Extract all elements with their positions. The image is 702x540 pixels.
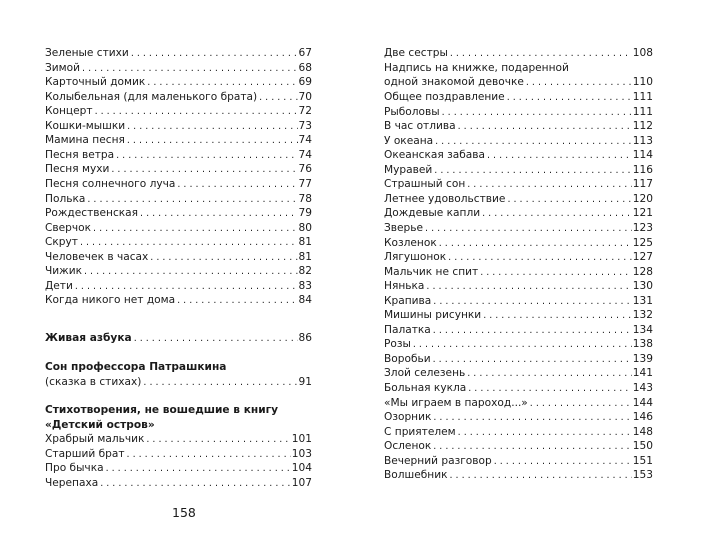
dot-leader (433, 440, 632, 454)
toc-entry (45, 177, 312, 192)
toc-entry-page: 73 (298, 119, 312, 132)
toc-entry-title: Мишины рисунки (384, 309, 482, 322)
dot-leader (425, 222, 632, 236)
toc-entry-page: 132 (632, 309, 653, 322)
toc-entry-page: 68 (298, 61, 312, 74)
toc-entry-page: 151 (632, 454, 653, 467)
toc-entry-title: Чижик (45, 265, 82, 278)
toc-entry (384, 265, 653, 280)
toc-entry (45, 447, 312, 462)
dot-leader (127, 134, 298, 148)
dot-leader (467, 178, 632, 192)
toc-entry (45, 104, 312, 119)
toc-entry-title: Рыболовы (384, 105, 440, 118)
toc-entry-page: 123 (632, 221, 653, 234)
dot-leader (259, 91, 297, 105)
toc-entry-title: Дождевые капли (384, 207, 481, 220)
toc-entry-page: 111 (632, 105, 653, 118)
toc-entry-title: Песня солнечного луча (45, 177, 176, 190)
toc-entry-page: 101 (291, 433, 312, 445)
toc-entry-title: Песня ветра (45, 148, 115, 161)
toc-entry-title: Палатка (384, 323, 431, 336)
toc-entry-page: 153 (632, 469, 653, 482)
toc-entry (45, 162, 312, 177)
toc-entry-title: Живая азбука (45, 332, 132, 344)
toc-entry (384, 90, 653, 105)
toc-entry-title: Злой селезень (384, 367, 466, 380)
toc-entry-page: 83 (298, 279, 312, 292)
dot-leader (483, 309, 632, 323)
dot-leader (435, 135, 632, 149)
toc-entry (384, 250, 653, 265)
toc-entry-page: 143 (632, 382, 653, 394)
dot-leader (449, 469, 631, 483)
toc-entry-title: Старший брат (45, 447, 125, 460)
toc-entry-title: одной знакомой девочке (384, 76, 524, 88)
dot-leader (127, 120, 297, 134)
dot-leader (458, 426, 632, 440)
toc-entry-page: 112 (632, 120, 653, 133)
toc-entry-page: 120 (632, 192, 653, 205)
toc-entry-page: 76 (298, 163, 312, 176)
toc-entry-title: Концерт (45, 105, 93, 118)
toc-entry (384, 75, 653, 90)
toc-entry-page: 131 (632, 294, 653, 307)
dot-leader (82, 62, 297, 76)
toc-entry (45, 148, 312, 163)
toc-entry (45, 90, 312, 105)
toc-entry-title: Озорник (384, 411, 432, 424)
toc-entry-title: Мамина песня (45, 134, 125, 147)
dot-leader (467, 367, 632, 381)
toc-entry-title: (сказка в стихах) (45, 376, 142, 388)
toc-entry-title: Две сестры (384, 47, 448, 59)
toc-entry-page: 117 (632, 178, 653, 191)
dot-leader (442, 106, 632, 120)
dot-leader (526, 76, 632, 90)
toc-entry (45, 250, 312, 265)
toc-entry (45, 279, 312, 294)
toc-entry-title: Общее поздравление (384, 91, 505, 103)
toc-entry (45, 192, 312, 207)
toc-entry (45, 119, 312, 134)
dot-leader (433, 353, 632, 367)
toc-entry (384, 221, 653, 236)
toc-entry (45, 375, 312, 390)
toc-entry-title: Осленок (384, 440, 432, 453)
toc-entry-page: 82 (298, 265, 312, 278)
toc-entry-title: Страшный сон (384, 178, 466, 191)
dot-leader (530, 397, 632, 411)
toc-entry (45, 133, 312, 148)
section-heading: Сон профессора Патрашкина (45, 361, 227, 373)
toc-entry-page: 116 (632, 163, 653, 176)
dot-leader (87, 193, 297, 207)
toc-entry (384, 134, 653, 149)
toc-entry (384, 148, 653, 163)
toc-entry-page: 113 (632, 134, 653, 147)
page-number: 158 (172, 505, 196, 520)
toc-entry (384, 192, 653, 207)
toc-entry (384, 294, 653, 309)
dot-leader (507, 91, 632, 105)
toc-entry (384, 308, 653, 323)
toc-entry-title: Муравей (384, 163, 433, 176)
toc-entry-page: 91 (298, 376, 312, 388)
toc-entry (384, 396, 653, 411)
dot-leader (426, 280, 631, 294)
toc-entry-page: 104 (291, 462, 312, 475)
toc-entry (45, 461, 312, 476)
toc-entry (384, 323, 653, 338)
toc-entry-page: 130 (632, 280, 653, 293)
toc-entry (384, 279, 653, 294)
toc-entry-title: Дети (45, 279, 73, 292)
toc-entry-page: 69 (298, 76, 312, 89)
dot-leader (140, 207, 297, 221)
toc-entry-title: Песня мухи (45, 163, 110, 176)
toc-entry (45, 235, 312, 250)
toc-entry-page: 121 (632, 207, 653, 220)
toc-entry (45, 476, 312, 491)
toc-entry-title: Когда никого нет дома (45, 294, 176, 307)
section-heading: «Детский остров» (45, 419, 155, 431)
dot-leader (507, 193, 631, 207)
toc-entry-page: 148 (632, 425, 653, 438)
toc-entry-page: 78 (298, 192, 312, 205)
toc-entry-page: 103 (291, 447, 312, 460)
toc-entry (384, 163, 653, 178)
dot-leader (100, 477, 291, 491)
toc-entry-title: Воробьи (384, 352, 431, 365)
toc-entry (45, 293, 312, 308)
toc-entry-title: Океанская забава (384, 149, 486, 162)
toc-entry-page: 150 (632, 440, 653, 453)
dot-leader (450, 47, 632, 61)
dot-leader (111, 163, 297, 177)
toc-entry-page: 125 (632, 236, 653, 249)
toc-entry (384, 410, 653, 425)
dot-leader (494, 455, 632, 469)
toc-entry-page: 81 (298, 250, 312, 263)
toc-entry-page: 77 (298, 177, 312, 190)
toc-entry-title: Надпись на книжке, подаренной (384, 62, 569, 74)
dot-leader (434, 164, 631, 178)
toc-entry-title: Крапива (384, 294, 432, 307)
toc-entry-title: Полька (45, 192, 86, 205)
toc-entry-title: Колыбельная (для маленького брата) (45, 90, 258, 103)
toc-entry-page: 74 (298, 148, 312, 161)
dot-leader (439, 237, 632, 251)
toc-entry (384, 206, 653, 221)
dot-leader (487, 149, 632, 163)
toc-entry-title: Зверье (384, 221, 424, 234)
toc-entry (384, 119, 653, 134)
toc-entry-title: С приятелем (384, 425, 456, 438)
toc-entry-title: Человечек в часах (45, 250, 149, 263)
toc-entry-title: Черепаха (45, 476, 99, 489)
toc-entry-page: 128 (632, 265, 653, 278)
toc-entry (45, 46, 312, 61)
toc-entry-title: Зеленые стихи (45, 47, 129, 59)
dot-leader (75, 280, 298, 294)
toc-entry-page: 80 (298, 221, 312, 234)
dot-leader (458, 120, 632, 134)
dot-leader (127, 448, 291, 462)
dot-leader (143, 376, 297, 390)
toc-entry (384, 425, 653, 440)
toc-entry (384, 105, 653, 120)
toc-entry-page: 67 (298, 47, 312, 59)
toc-entry (45, 61, 312, 76)
toc-entry-page: 146 (632, 411, 653, 424)
toc-entry-page: 138 (632, 338, 653, 351)
dot-leader (480, 266, 632, 280)
toc-entry-title: Нянька (384, 280, 425, 293)
toc-entry-title: В час отлива (384, 120, 456, 133)
dot-leader (433, 324, 632, 338)
toc-entry-title: У океана (384, 134, 434, 147)
toc-entry-title: Карточный домик (45, 76, 146, 89)
toc-entry-page: 108 (632, 47, 653, 59)
dot-leader (177, 178, 297, 192)
toc-entry (384, 468, 653, 483)
dot-leader (177, 294, 297, 308)
dot-leader (468, 382, 632, 396)
dot-leader (80, 236, 298, 250)
dot-leader (84, 265, 298, 279)
toc-entry (384, 177, 653, 192)
toc-entry-title: Летнее удовольствие (384, 192, 506, 205)
toc-entry-title: Скрут (45, 236, 78, 249)
toc-entry-page: 84 (298, 294, 312, 307)
toc-entry-page: 134 (632, 323, 653, 336)
toc-entry-title: Больная кукла (384, 382, 467, 394)
dot-leader (433, 411, 631, 425)
dot-leader (106, 462, 291, 476)
dot-leader (433, 295, 631, 309)
dot-leader (93, 222, 297, 236)
toc-entry (45, 206, 312, 221)
toc-entry (384, 337, 653, 352)
toc-entry-title: Храбрый мальчик (45, 433, 145, 445)
toc-entry (384, 352, 653, 367)
toc-entry-title: Зимой (45, 61, 81, 74)
toc-entry-title: Лягушонок (384, 251, 447, 264)
toc-entry-page: 127 (632, 251, 653, 264)
toc-entry-page: 139 (632, 352, 653, 365)
toc-entry (384, 236, 653, 251)
toc-entry (45, 331, 312, 346)
toc-entry-title: Волшебник (384, 469, 448, 482)
dot-leader (147, 76, 297, 90)
toc-entry (384, 381, 653, 396)
toc-entry-page: 111 (632, 91, 653, 103)
toc-entry (384, 46, 653, 61)
toc-entry-page: 114 (632, 149, 653, 162)
toc-entry-title: Розы (384, 338, 411, 351)
toc-entry-page: 79 (298, 207, 312, 220)
dot-leader (116, 149, 297, 163)
toc-entry-page: 141 (632, 367, 653, 380)
toc-entry (384, 454, 653, 469)
toc-entry (384, 439, 653, 454)
dot-leader (150, 251, 297, 265)
toc-entry-page: 144 (632, 396, 653, 409)
section-heading: Стихотворения, не вошедшие в книгу (45, 404, 279, 416)
dot-leader (482, 207, 632, 221)
toc-entry-title: «Мы играем в пароход...» (384, 396, 528, 409)
toc-entry-page: 81 (298, 236, 312, 249)
dot-leader (413, 338, 632, 352)
toc-entry-page: 110 (632, 76, 653, 88)
toc-entry-title: Козленок (384, 236, 437, 249)
toc-entry-title: Сверчок (45, 221, 92, 234)
toc-entry-page: 72 (298, 105, 312, 118)
dot-leader (134, 332, 298, 346)
dot-leader (95, 105, 298, 119)
toc-entry-page: 74 (298, 134, 312, 147)
toc-entry-title: Рождественская (45, 207, 139, 220)
toc-entry-page: 107 (291, 476, 312, 489)
toc-entry (45, 221, 312, 236)
toc-entry (45, 75, 312, 90)
dot-leader (146, 433, 290, 447)
toc-entry-page: 70 (298, 90, 312, 103)
dot-leader (448, 251, 632, 265)
toc-entry-title: Мальчик не спит (384, 265, 479, 278)
toc-entry-title: Вечерний разговор (384, 454, 492, 467)
toc-entry-title: Кошки-мышки (45, 119, 126, 132)
toc-entry-page: 86 (298, 332, 312, 344)
toc-entry-title: Про бычка (45, 462, 104, 475)
dot-leader (131, 47, 298, 61)
toc-entry (384, 366, 653, 381)
toc-entry (45, 264, 312, 279)
toc-entry (45, 432, 312, 447)
